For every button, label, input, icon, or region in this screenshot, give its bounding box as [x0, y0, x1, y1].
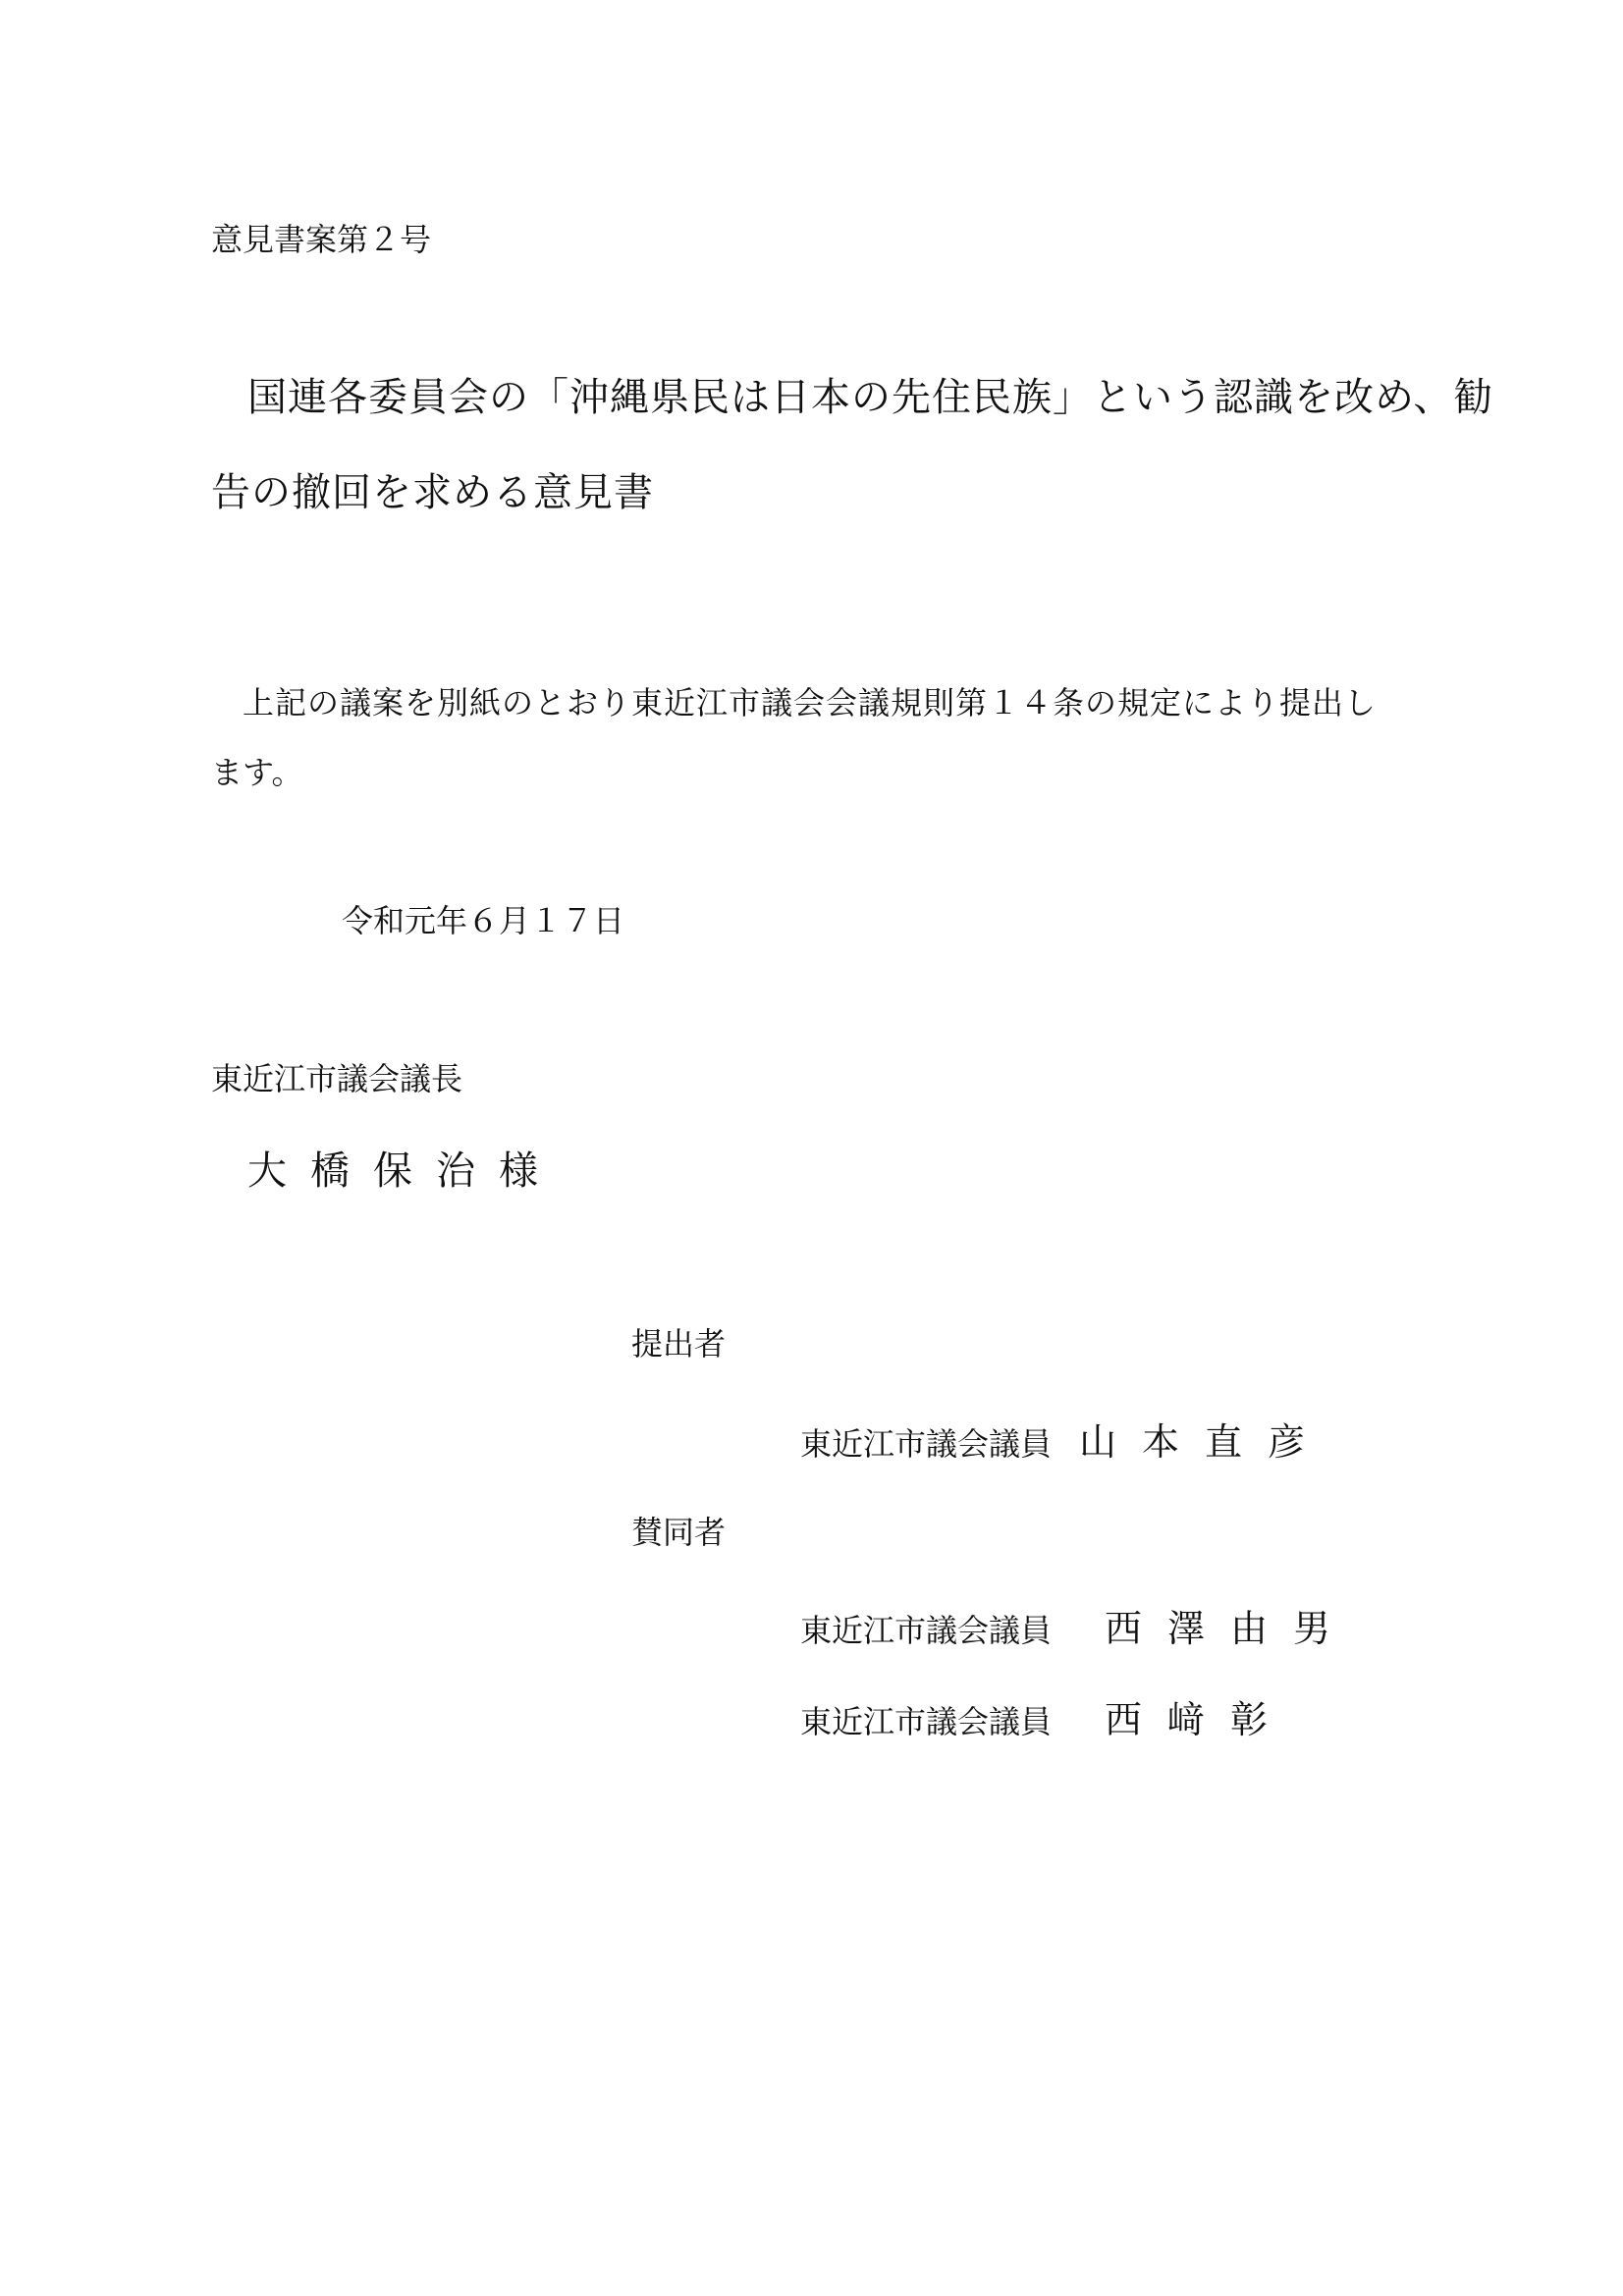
- document-title-line-1: 国連各委員会の「沖縄県民は日本の先住民族」という認識を改め、勧: [247, 375, 1494, 420]
- supporter-name: 西﨑彰: [1105, 1698, 1294, 1741]
- body-text-line-2: ます。: [211, 754, 303, 791]
- body-text-line-1: 上記の議案を別紙のとおり東近江市議会会議規則第１４条の規定により提出し: [243, 684, 1378, 721]
- supporter-entry: [800, 1698, 1294, 1741]
- supporter-role: 東近江市議会議員: [800, 1703, 1053, 1740]
- proposer-role: 東近江市議会議員: [800, 1425, 1053, 1463]
- addressee-name: 大橋保治様: [247, 1148, 562, 1194]
- bill-number: 意見書案第２号: [211, 221, 432, 258]
- proposer-label: 提出者: [631, 1325, 727, 1362]
- supporter-entry: [800, 1607, 1357, 1650]
- supporter-name: 西澤由男: [1105, 1607, 1357, 1650]
- supporters-label: 賛同者: [631, 1514, 727, 1551]
- addressee-title: 東近江市議会議長: [211, 1060, 463, 1097]
- proposer-name: 山本直彦: [1079, 1420, 1331, 1464]
- document-title-line-2: 告の撤回を求める意見書: [211, 470, 654, 515]
- submission-date: 令和元年６月１７日: [342, 902, 625, 939]
- proposer-entry: [800, 1420, 1331, 1464]
- supporter-role: 東近江市議会議員: [800, 1612, 1053, 1649]
